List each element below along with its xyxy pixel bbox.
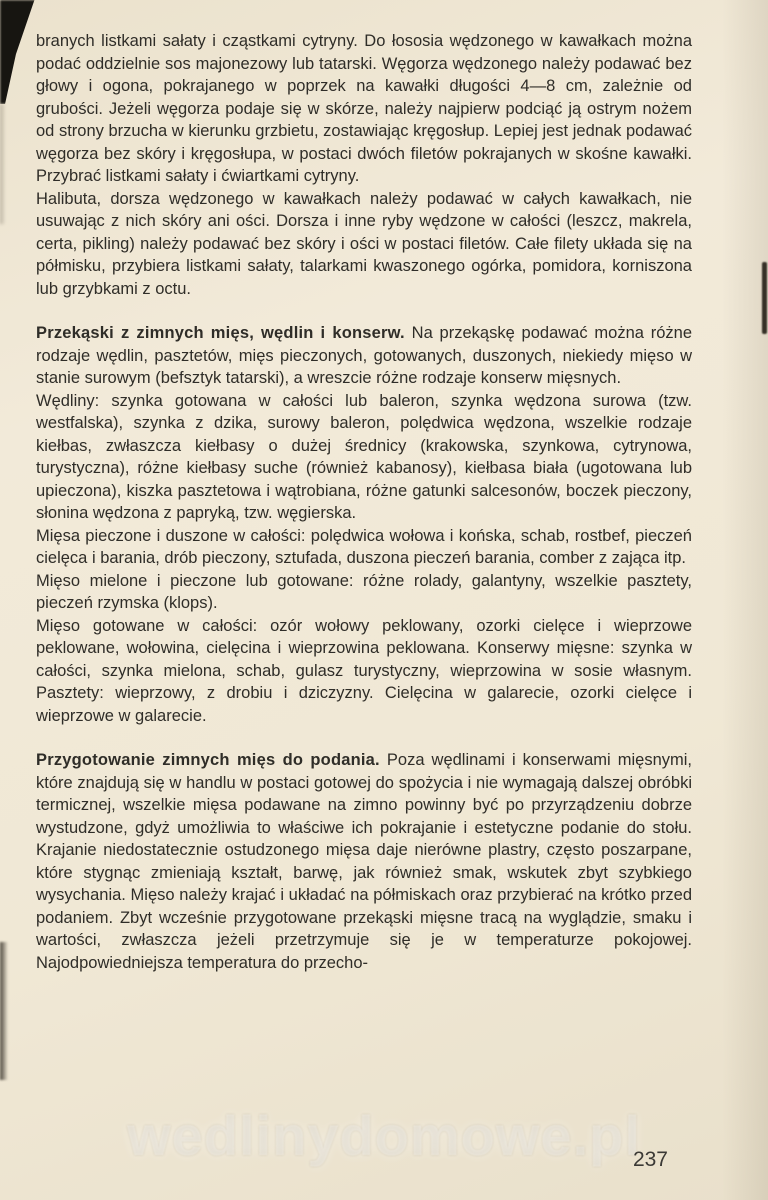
paragraph: Halibuta, dorsza wędzonego w kawałkach należy podawać w całych kawałkach, nie usuwając z nich skóry ani ości. Dorsza i inne ryby wędzone w całości (leszcz, makrela, certa, pikling) należy podawać bez skóry i ości w postaci filetów. Całe filety układa się na półmisku, przybiera listkami sałaty, talarkami kwaszonego ogórka, pomidora, korniszona lub grzybkami z octu.: [36, 189, 692, 298]
paragraph-text: Na przekąskę podawać można różne rodzaje wędlin, pasztetów, mięs pieczonych, gotowanych, duszonych, niekiedy mięso w stanie surowym (befsztyk tatarski), a wreszcie różne rodzaje konserw mięsnych.: [36, 324, 692, 387]
paragraph: [36, 322, 692, 390]
page-text: [36, 30, 692, 974]
paragraph-text: Poza wędlinami i konserwami mięsnymi, które znajdują się w handlu w postaci gotowej do spożycia i nie wymagają dalszej obróbki termicznej, wszelkie mięsa podawane na zimno powinny być po przyrządzeniu dobrze wystudzone, gdyż umożliwia to właściwe ich pokrajanie i estetyczne podanie do stołu. Krajanie niedostatecznie ostudzonego mięsa daje nierówne plastry, często poszarpane, które stygnąc zmieniają kształt, barwę, jak również smak, wskutek zbyt szybkiego wysychania. Mięso należy krajać i układać na półmiskach oraz przybierać na krótko przed podaniem. Zbyt wcześnie przygotowane przekąski mięsne tracą na wyglądzie, smaku i wartości, zwłaszcza jeżeli przetrzymuje się je w temperaturze pokojowej. Najodpowiedniejsza temperatura do przecho-: [36, 751, 692, 972]
scan-edge-smudge-left: [0, 104, 5, 224]
scan-edge-mark-right: [762, 262, 767, 334]
section-heading: Przekąski z zimnych mięs, wędlin i konserw.: [36, 324, 405, 342]
scan-right-shading: [722, 0, 768, 1200]
scan-edge-mark-left: [0, 942, 8, 1080]
paragraph: [36, 749, 692, 974]
section-heading: Przygotowanie zimnych mięs do podania.: [36, 751, 380, 769]
page-number: 237: [632, 1148, 668, 1171]
paragraph: Mięso gotowane w całości: ozór wołowy peklowany, ozorki cielęce i wieprzowe peklowane, wołowina, cielęcina i wieprzowina peklowana. Konserwy mięsne: szynka w całości, szynka mielona, schab, gulasz turystyczny, wieprzowina w sosie własnym. Pasztety: wieprzowy, z drobiu i dziczyzny. Cielęcina w galarecie, ozorki cielęce i wieprzowe w galarecie.: [36, 616, 692, 725]
paragraph: Wędliny: szynka gotowana w całości lub baleron, szynka wędzona surowa (tzw. westfalska), szynka z dzika, surowy baleron, polędwica wędzona, wszelkie rodzaje kiełbas, zwłaszcza kiełbasy o dużej średnicy (krakowska, szynkowa, cytrynowa, turystyczna), różne kiełbasy suche (również kabanosy), kiełbasa biała (ugotowana lub upieczona), kiszka pasztetowa i wątrobiana, różne gatunki salcesonów, boczek pieczony, słonina wędzona z papryką, tzw. węgierska.: [36, 391, 692, 522]
watermark: wedlinydomowe.pl: [127, 1104, 641, 1167]
paragraph: Mięso mielone i pieczone lub gotowane: różne rolady, galantyny, wszelkie pasztety, pieczeń rzymska (klops).: [36, 571, 692, 612]
paragraph: Mięsa pieczone i duszone w całości: polędwica wołowa i końska, schab, rostbef, pieczeń cielęca i barania, drób pieczony, sztufada, duszona pieczeń barania, comber z zająca itp.: [36, 526, 692, 567]
paragraph: branych listkami sałaty i cząstkami cytryny. Do łososia wędzonego w kawałkach można podać oddzielnie sos majonezowy lub tatarski. Węgorza wędzonego należy podawać bez głowy i ogona, pokrajanego w poprzek na kawałki długości 4—8 cm, zależnie od grubości. Jeżeli węgorza podaje się w skórze, należy najpierw podciąć ją ostrym nożem od strony brzucha w kierunku grzbietu, zostawiając kręgosłup. Lepiej jest jednak podawać węgorza bez skóry i kręgosłupa, w postaci dwóch filetów pokrajanych w skośne kawałki. Przybrać listkami sałaty i ćwiartkami cytryny.: [36, 32, 692, 185]
